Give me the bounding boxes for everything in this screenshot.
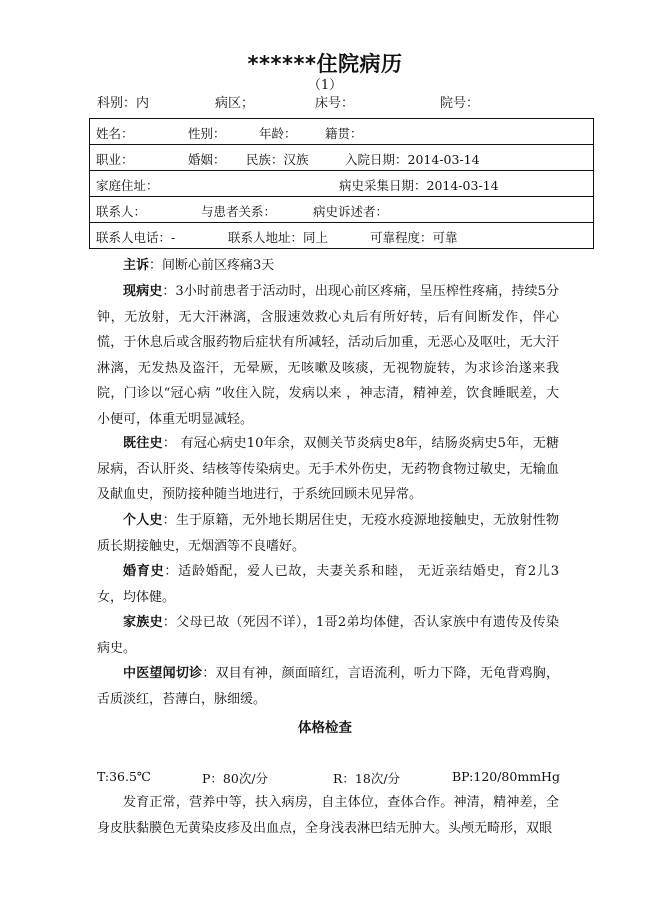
personal-text: ：生于原籍，无外地长期居住史，无疫水疫源地接触史，无放射性物质长期接触史，无烟酒等不良嗜好。 (97, 513, 559, 554)
tcm-text: ：双目有神，颜面暗红，言语流利，听力下降，无龟背鸡胸，舌质淡红，苔薄白，脉细缓。 (97, 666, 559, 707)
contact-address-field: 联系人地址：同上 (228, 230, 329, 245)
present-text: ：3小时前患者于活动时，出现心前区疼痛，呈压榨性疼痛，持续5分钟，无放射，无大汗淋漓，含服速效救心丸后有所好转，后有间断发作，伴心慌，于休息后或含服药物后症状有所减轻，活动后加重，无恶心及呕吐，无大汗淋漓，无发热及盗汗，无晕厥，无咳嗽及咳痰，无视物旋转，为求诊治遂来我院，门诊以“冠心病 ”收住入院，发病以来 ，神志清，精神差，饮食睡眠差，大小便可，体重无明显减轻。 (97, 284, 559, 427)
hospital-no-field: 院号： (440, 96, 480, 111)
chief-complaint (97, 253, 559, 279)
address-field: 家庭住址： (96, 178, 159, 193)
family-text: ：父母已故（死因不详），1哥2弟均体健，否认家族中有遗传及传染病史。 (97, 615, 559, 656)
present-label: 现病史 (123, 284, 163, 299)
marriage-field: 婚姻： (188, 152, 226, 167)
department-field: 科别：内 (97, 96, 150, 111)
personal-history (97, 508, 559, 559)
past-history (97, 431, 559, 508)
info-row (90, 119, 594, 145)
contact-phone-field: 联系人电话：- (96, 230, 176, 245)
tcm-label: 中医望闻切诊 (123, 666, 203, 681)
family-label: 家族史 (123, 615, 163, 630)
bed-field: 床号： (315, 96, 355, 111)
personal-label: 个人史 (123, 513, 163, 528)
admission-date-field: 入院日期：2014-03-14 (345, 152, 480, 167)
family-history (97, 610, 559, 661)
chief-text: ：间断心前区疼痛3天 (149, 258, 275, 273)
native-field: 籍贯： (325, 126, 363, 141)
temperature: T:36.5℃ (97, 769, 151, 784)
pulse: P：80次/分 (202, 771, 269, 786)
history-date-field: 病史采集日期：2014-03-14 (339, 178, 499, 193)
past-text: ： 有冠心病史10年余，双侧关节炎病史8年，结肠炎病史5年，无糖尿病，否认肝炎、结核等传染病史。无手术外伤史，无药物食物过敏史，无输血及献血史，预防接种随当地进行，于系统回顾未见异常。 (97, 436, 559, 502)
past-label: 既往史 (123, 436, 163, 451)
physical-exam-heading: 体格检查 (298, 720, 352, 736)
info-row (90, 171, 594, 197)
info-row (90, 197, 594, 223)
name-field: 姓名： (96, 126, 134, 141)
ethnicity-field: 民族：汉族 (246, 152, 309, 167)
present-illness (97, 279, 559, 432)
marital-history (97, 559, 559, 610)
page-number: （1） (307, 78, 343, 93)
chief-label: 主诉 (123, 258, 150, 273)
respiration: R：18次/分 (333, 771, 401, 786)
relation-field: 与患者关系： (201, 204, 277, 219)
ward-field: 病区； (215, 96, 255, 111)
info-row (90, 145, 594, 171)
info-row (90, 223, 594, 249)
marital-label: 婚育史 (123, 564, 165, 579)
tcm-exam (97, 661, 559, 712)
general-exam: 发育正常，营养中等，扶入病房，自主体位，查体合作。神清，精神差，全身皮肤黏膜色无黄染皮疹及出血点，全身浅表淋巴结无肿大。头颅无畸形，双眼 (97, 795, 559, 836)
age-field: 年龄： (259, 126, 297, 141)
occupation-field: 职业： (96, 152, 134, 167)
blood-pressure: BP:120/80mmHg (452, 769, 560, 784)
patient-info-table (89, 118, 594, 249)
marital-text: ：适龄婚配，爱人已故，夫妻关系和睦， 无近亲结婚史，育2儿3女，均体健。 (97, 564, 559, 605)
informant-field: 病史诉述者： (313, 204, 389, 219)
contact-field: 联系人： (96, 204, 147, 219)
document-title: ******住院病历 (247, 52, 403, 76)
reliability-field: 可靠程度：可靠 (370, 230, 458, 245)
gender-field: 性别： (188, 126, 226, 141)
